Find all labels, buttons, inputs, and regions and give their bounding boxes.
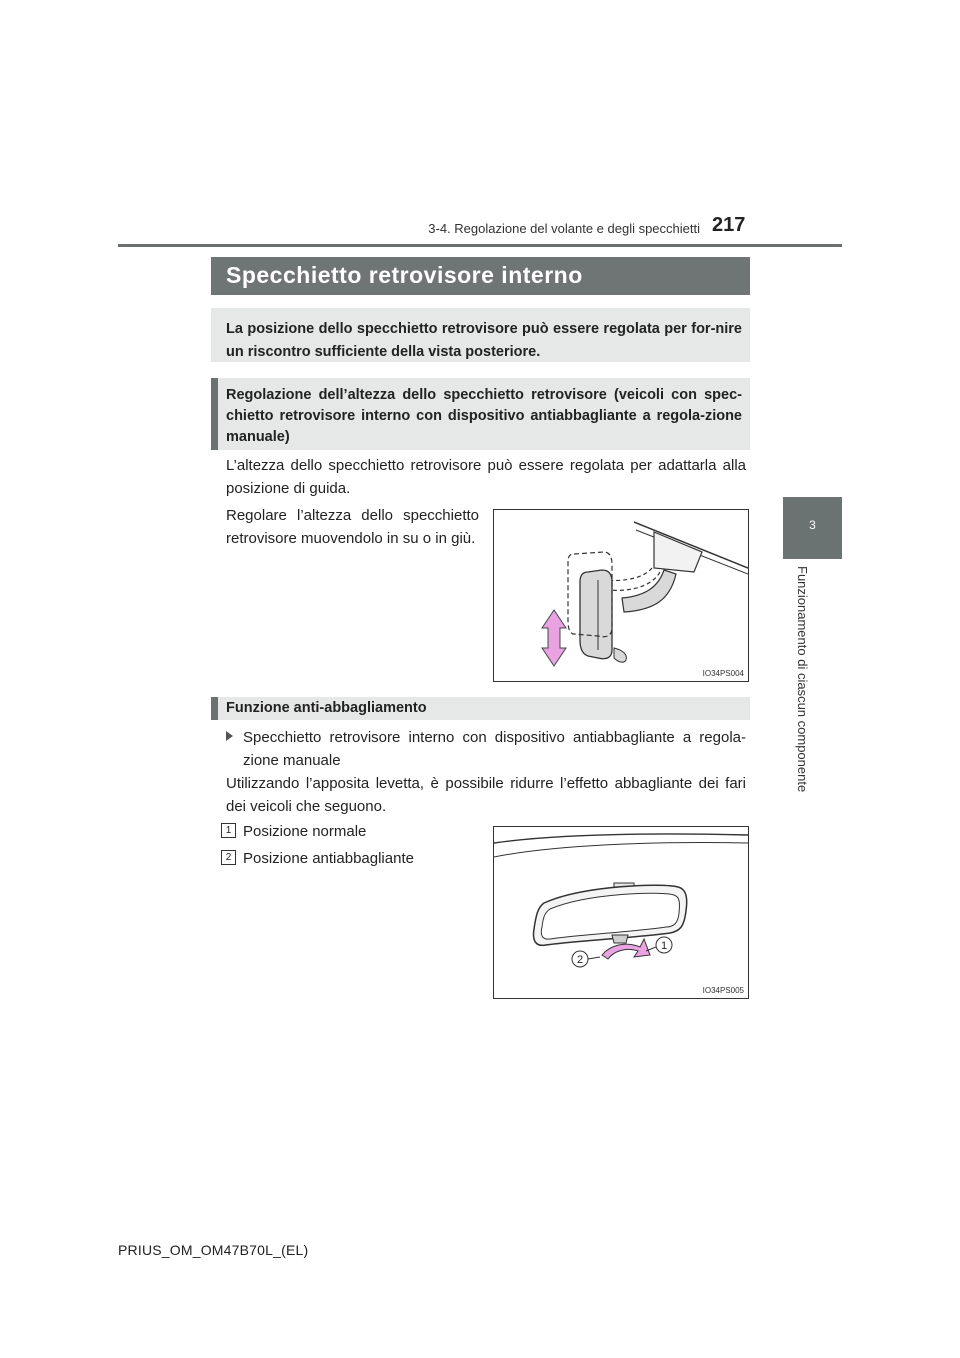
mirror-height-illustration [494,510,748,681]
header-divider [118,244,842,247]
page-number: 217 [712,214,746,236]
anti-glare-paragraph: Utilizzando l’apposita levetta, è possibile ridurre l’effetto abbagliante dei fari dei veicoli che seguono. [226,775,746,815]
figure-code: IO34PS005 [702,986,744,995]
callout-1: 1 [660,940,668,952]
height-adjust-paragraph: L’altezza dello specchietto retrovisore può essere regolata per adattarla alla posizione di guida. [226,457,746,497]
anti-glare-bullet: Specchietto retrovisore interno con dispositivo antiabbagliante a regola-zione manuale [243,729,746,769]
chapter-number: 3 [809,518,816,532]
item-label-normal: Posizione normale [243,823,367,840]
figure-code: IO34PS004 [702,669,744,678]
callout-2: 2 [576,954,584,966]
height-adjust-heading: Regolazione dell’altezza dello specchietto retrovisore (veicoli con spec-chietto retrovisore interno con dispositivo antiabbagliante a regola-zione manuale) [226,387,742,445]
heading-accent [211,378,218,450]
anti-glare-figure [493,826,749,999]
anti-glare-heading: Funzione anti-abbagliamento [226,700,427,716]
item-number-badge: 1 [221,823,236,838]
bullet-arrow-icon [226,731,233,741]
header-section-title: 3-4. Regolazione del volante e degli specchietti [428,221,700,236]
document-footer-code: PRIUS_OM_OM47B70L_(EL) [118,1242,309,1258]
chapter-label: Funzionamento di ciascun componente [795,566,810,793]
height-adjust-instruction: Regolare l’altezza dello specchietto retrovisore muovendolo in su o in giù. [226,507,479,547]
item-number-badge: 2 [221,850,236,865]
item-label-antiglare: Posizione antiabbagliante [243,850,414,867]
anti-glare-illustration [494,827,748,998]
mirror-height-figure [493,509,749,682]
intro-text: La posizione dello specchietto retrovisore può essere regolata per for-nire un riscontro sufficiente della vista posteriore. [226,321,742,360]
heading-accent [211,697,218,720]
section-title: Specchietto retrovisore interno [226,262,583,288]
